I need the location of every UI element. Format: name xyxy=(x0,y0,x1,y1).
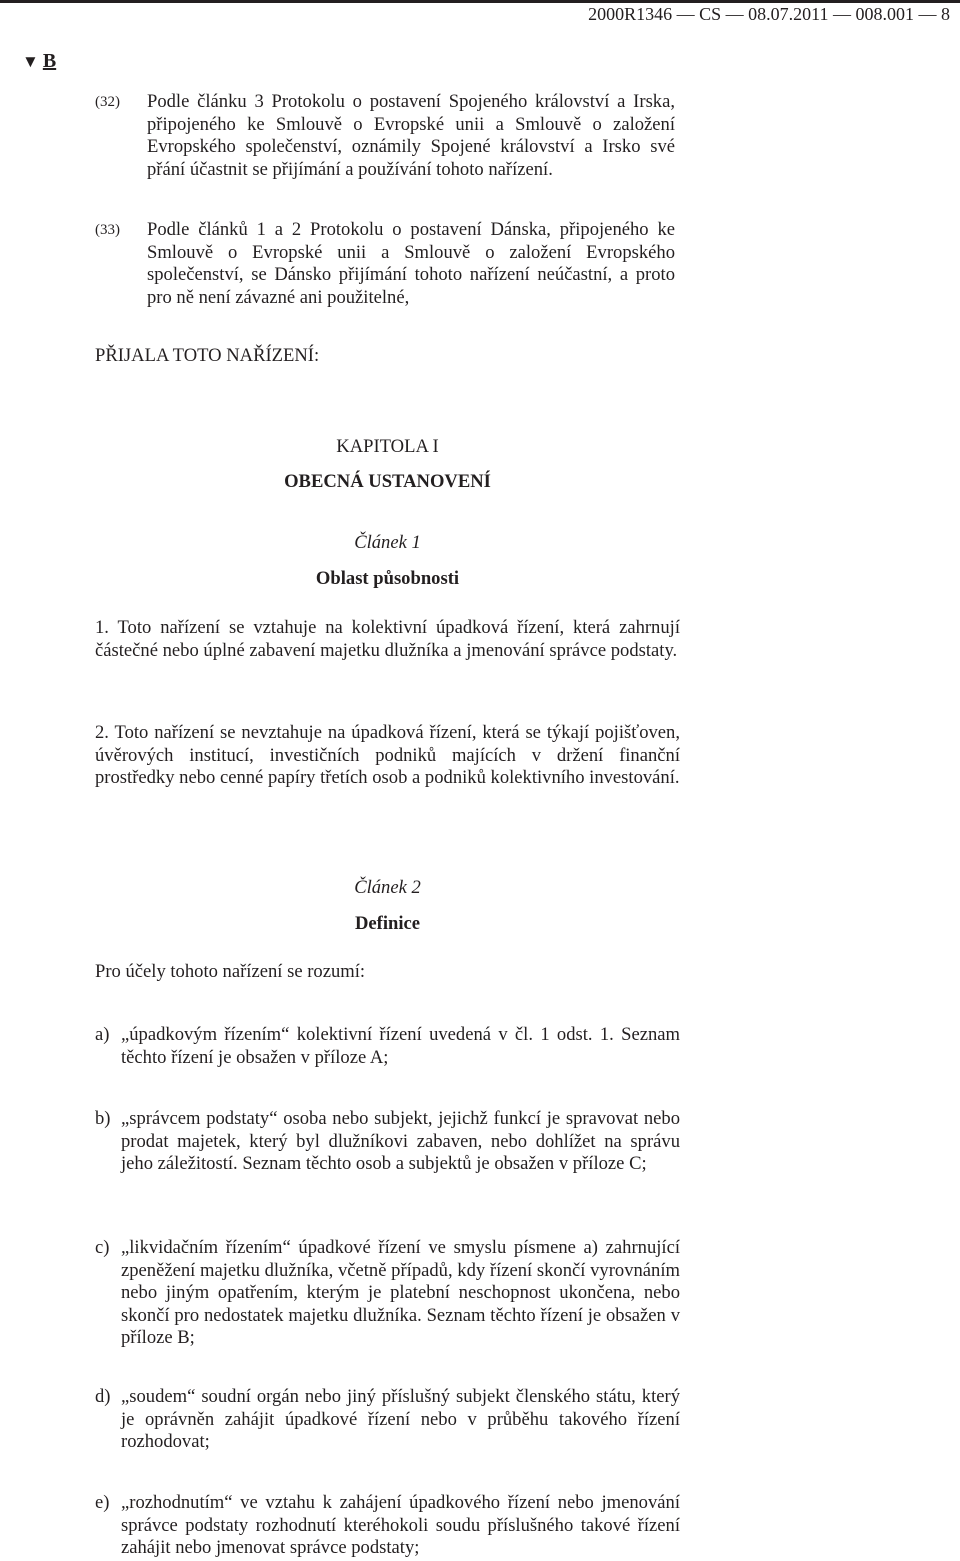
item-label: d) xyxy=(95,1386,111,1407)
document-reference: 2000R1346 — CS — 08.07.2011 — 008.001 — 8 xyxy=(582,3,950,25)
adopted-statement: PŘIJALA TOTO NAŘÍZENÍ: xyxy=(95,345,320,366)
item-label: c) xyxy=(95,1237,110,1258)
item-label: e) xyxy=(95,1492,110,1513)
article-2-intro: Pro účely tohoto nařízení se rozumí: xyxy=(95,961,366,982)
item-label: a) xyxy=(95,1024,110,1045)
item-text: „likvidačním řízením“ úpadkové řízení ve smyslu písmene a) zahrnující zpeněžení majetku dlužníka, včetně případů, kdy řízení skončí vyrovnáním nebo jiným opatřením, kterým je platební neschopnost ukončena, nebo skončí pro nedostatek majetku dlužníka. Seznam těchto řízení je obsažen v příloze B; xyxy=(121,1237,680,1348)
article-2-title: Definice xyxy=(354,913,421,934)
item-text: „úpadkovým řízením“ kolektivní řízení uvedená v čl. 1 odst. 1. Seznam těchto řízení je obsažen v příloze A; xyxy=(121,1024,680,1068)
page-header xyxy=(0,0,960,24)
marker-letter: B xyxy=(42,50,57,72)
item-label: b) xyxy=(95,1108,111,1129)
article-2-label: Článek 2 xyxy=(354,877,421,898)
item-text: „rozhodnutím“ ve vztahu k zahájení úpadkového řízení nebo jmenování správce podstaty rozhodnutí kteréhokoli soudu příslušného takové řízení zahájit nebo jmenovat správce podstaty; xyxy=(121,1492,680,1558)
recital-number: (32) xyxy=(95,94,120,110)
chapter-title: OBECNÁ USTANOVENÍ xyxy=(284,471,491,492)
article-1-label: Článek 1 xyxy=(354,532,421,553)
article-1-title: Oblast působnosti xyxy=(315,568,460,589)
triangle-down-icon: ▼ xyxy=(22,52,39,71)
recital-number: (33) xyxy=(95,222,120,238)
amendment-marker xyxy=(22,48,56,75)
recital-text: Podle článků 1 a 2 Protokolu o postavení Dánska, připojeného ke Smlouvě o Evropské unii a Smlouvě o založení Evropského společenství, se Dánsko přijímání tohoto nařízení neúčastní, a proto pro ně není závazné ani použitelné, xyxy=(147,219,675,308)
article-1-paragraph-1: 1. Toto nařízení se vztahuje na kolektivní úpadková řízení, která zahrnují částečné nebo úplné zabavení majetku dlužníka a jmenování správce podstaty. xyxy=(95,617,680,661)
recital-text: Podle článku 3 Protokolu o postavení Spojeného království a Irska, připojeného ke Smlouvě o Evropské unii a Smlouvě o založení Evropského společenství, oznámily Spojené království a Irsko své přání účastnit se přijímání a používání tohoto nařízení. xyxy=(147,91,675,180)
chapter-label: KAPITOLA I xyxy=(336,436,439,457)
item-text: „soudem“ soudní orgán nebo jiný příslušný subjekt členského státu, který je oprávněn zahájit úpadkové řízení nebo v průběhu takového řízení rozhodovat; xyxy=(121,1386,680,1452)
item-text: „správcem podstaty“ osoba nebo subjekt, jejichž funkcí je spravovat nebo prodat majetek, který byl dlužníkovi zabaven, nebo dohlížet na správu jeho záležitostí. Seznam těchto osob a subjektů je obsažen v příloze C; xyxy=(121,1108,680,1174)
article-1-paragraph-2: 2. Toto nařízení se nevztahuje na úpadková řízení, která se týkají pojišťoven, úvěrových institucí, investičních podniků majících v držení finanční prostředky nebo cenné papíry třetích osob a podniků kolektivního investování. xyxy=(95,722,680,788)
